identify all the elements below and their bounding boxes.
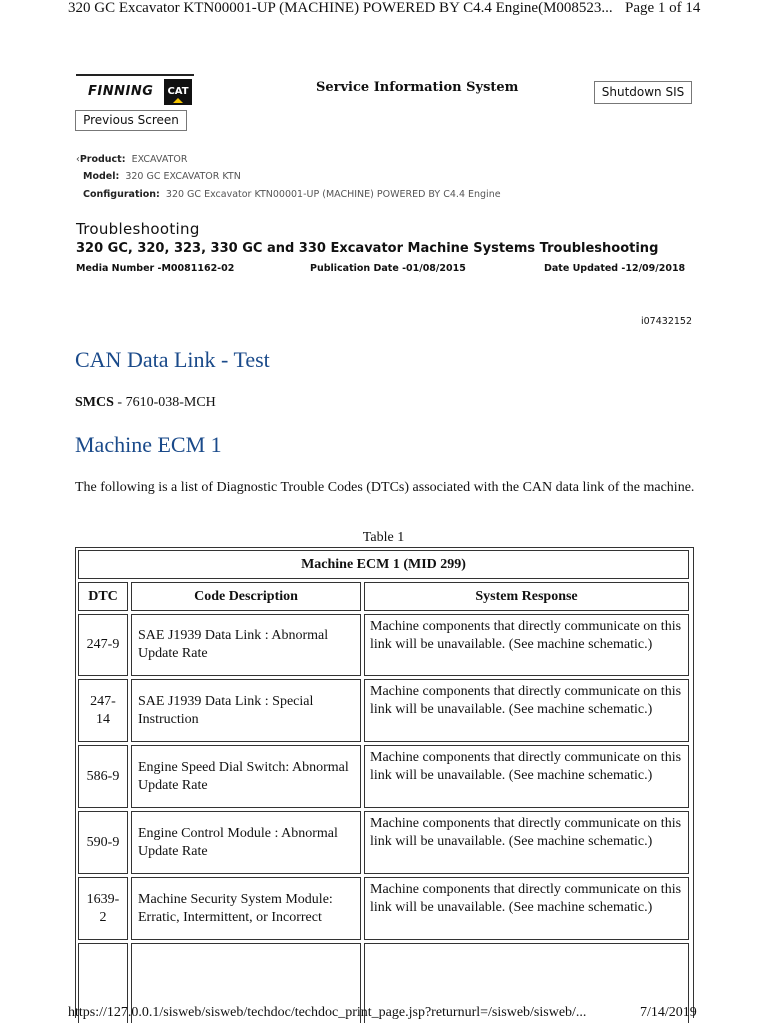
- meta-model: [83, 171, 241, 182]
- smcs-value: - 7610-038-MCH: [113, 395, 216, 410]
- table-caption: Table 1: [362, 530, 405, 545]
- product-label: Product:: [79, 154, 126, 165]
- footer-date: 7/14/2019: [640, 1005, 697, 1020]
- row-4-description: Engine Control Module : Abnormal Update Rate: [131, 811, 361, 874]
- row-5-dtc: 1639-2: [78, 877, 128, 940]
- print-header-page: Page 1 of 14: [625, 0, 701, 16]
- finning-cat-logo: [76, 74, 194, 108]
- configuration-value: 320 GC Excavator KTN00001-UP (MACHINE) POWERED BY C4.4 Engine: [165, 189, 501, 200]
- row-3-dtc: 586-9: [78, 745, 128, 808]
- row-3-description: Engine Speed Dial Switch: Abnormal Update Rate: [131, 745, 361, 808]
- footer-url: https://127.0.0.1/sisweb/sisweb/techdoc/techdoc_print_page.jsp?returnurl=/sisweb/sisweb/...: [68, 1005, 587, 1020]
- print-header-title: 320 GC Excavator KTN00001-UP (MACHINE) POWERED BY C4.4 Engine(M008523...: [68, 0, 613, 16]
- document-subtitle: 320 GC, 320, 323, 330 GC and 330 Excavator Machine Systems Troubleshooting: [76, 241, 659, 256]
- shutdown-sis-button[interactable]: Shutdown SIS: [594, 81, 692, 104]
- table-title: Machine ECM 1 (MID 299): [78, 550, 689, 579]
- cat-logo-triangle-icon: [173, 98, 183, 103]
- finning-logo-text: FINNING: [88, 84, 154, 99]
- page-title: CAN Data Link - Test: [75, 347, 270, 372]
- smcs-label: SMCS: [75, 395, 114, 410]
- media-number: Media Number -M0081162-02: [76, 263, 235, 274]
- publication-date: Publication Date -01/08/2015: [310, 263, 466, 274]
- configuration-label: Configuration:: [83, 189, 160, 200]
- row-4-dtc: 590-9: [78, 811, 128, 874]
- section-title: Troubleshooting: [76, 220, 200, 238]
- model-label: Model:: [83, 171, 120, 182]
- row-1-response: Machine components that directly communicate on this link will be unavailable. (See machine schematic.): [364, 614, 689, 676]
- row-4-response: Machine components that directly communicate on this link will be unavailable. (See machine schematic.): [364, 811, 689, 874]
- row-2-description: SAE J1939 Data Link : Special Instruction: [131, 679, 361, 742]
- meta-configuration: [83, 189, 501, 200]
- smcs-code: [75, 395, 216, 411]
- row-2-response: Machine components that directly communicate on this link will be unavailable. (See machine schematic.): [364, 679, 689, 742]
- row-1-description: SAE J1939 Data Link : Abnormal Update Rate: [131, 614, 361, 676]
- system-title: Service Information System: [316, 80, 519, 95]
- row-2-dtc: 247-14: [78, 679, 128, 742]
- intro-paragraph: The following is a list of Diagnostic Trouble Codes (DTCs) associated with the CAN data link of the machine.: [75, 480, 695, 495]
- header-dtc: DTC: [78, 582, 128, 611]
- product-value: EXCAVATOR: [131, 154, 188, 165]
- previous-screen-button[interactable]: Previous Screen: [75, 110, 187, 131]
- date-updated: Date Updated -12/09/2018: [544, 263, 686, 274]
- row-1-dtc: 247-9: [78, 614, 128, 676]
- model-value: 320 GC EXCAVATOR KTN: [125, 171, 241, 182]
- dtc-table: [75, 547, 694, 1018]
- section-heading: Machine ECM 1: [75, 432, 222, 457]
- meta-product: [76, 154, 187, 165]
- row-5-description: Machine Security System Module: Erratic, Intermittent, or Incorrect: [131, 877, 361, 940]
- reference-id: i07432152: [641, 316, 692, 327]
- collapse-arrow-icon[interactable]: ‹: [76, 154, 80, 165]
- row-5-response: Machine components that directly communicate on this link will be unavailable. (See machine schematic.): [364, 877, 689, 940]
- row-3-response: Machine components that directly communicate on this link will be unavailable. (See machine schematic.): [364, 745, 689, 808]
- header-code-description: Code Description: [131, 582, 361, 611]
- cat-logo: CAT: [164, 79, 192, 105]
- header-system-response: System Response: [364, 582, 689, 611]
